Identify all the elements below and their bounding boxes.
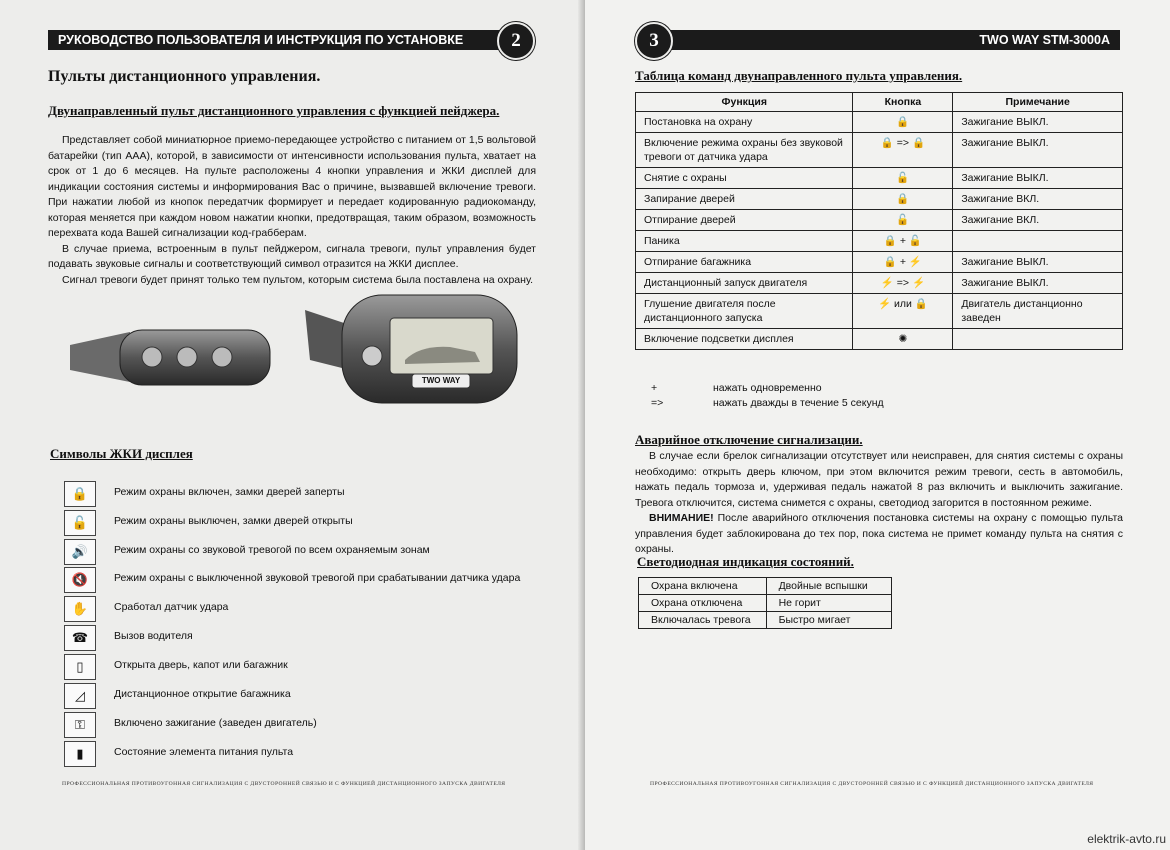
lock-open-icon: 🔓 <box>64 510 96 536</box>
table-row: Отпирание дверей 🔓 Зажигание ВКЛ. <box>636 210 1123 231</box>
button-combo-icon: 🔓 <box>853 168 953 189</box>
left-header: РУКОВОДСТВО ПОЛЬЗОВАТЕЛЯ И ИНСТРУКЦИЯ ПО УСТАНОВКЕ <box>48 30 508 50</box>
led-title: Светодиодная индикация состояний. <box>637 554 854 569</box>
paragraph: ВНИМАНИЕ! После аварийного отключения постановка системы на охрану с помощью пульта управления будет заблокирована до тех пор, пока система не примет команду пульта на снятия с охраны. <box>635 512 1123 555</box>
table-row: Охрана включена Двойные вспышки <box>639 578 892 595</box>
right-header: TWO WAY STM-3000A <box>660 30 1120 50</box>
page-number-right: 3 <box>635 22 673 60</box>
intro-text <box>48 133 536 288</box>
table-row: Включение подсветки дисплея ✺ <box>636 329 1123 350</box>
watermark: elektrik-avto.ru <box>1087 832 1166 846</box>
fob-logo: TWO WAY <box>421 376 461 385</box>
table-row: Охрана отключена Не горит <box>639 595 892 612</box>
left-page: РУКОВОДСТВО ПОЛЬЗОВАТЕЛЯ И ИНСТРУКЦИЯ ПО УСТАНОВКЕ 2 Пульты дистанционного управления. Двунаправленный пульт дистанционного управления с функцией пейджера. Представляет собой миниатюрное приемо-передающее устройство с питанием от 1,5 вольтовой батарейки (тип ААА), которой, в зависимости от интенсивности использования пульта, хватает на срок от 1 до 6 месяцев. На пульте расположены 4 кнопки управления и ЖКИ дисплей для индикации состояния системы и информирования Вас о причине, вызвавшей включение тревоги. При нажатии любой из кнопок передатчик формирует и передает кодированную радиокоманду, которая меняется при каждом новом нажатии кнопки, предотвращая, таким образом, возможность перехвата кода Вашей сигнализации код-грабберам. В случае приема, встроенным в пульт пейджером, сигнала тревоги, пульт управления будет подавать звуковые сигналы и соответствующий символ отразится на ЖКИ дисплее. Сигнал тревоги будет принят только тем пультом, которым система была поставлена на охрану. TWO WAY Символы ЖКИ дисплея 🔒 Режим охраны включен, замки дверей заперты 🔓 Режим охраны выключен, замки дверей открыты 🔊 Режим охраны со звуковой тревогой по всем охраняемым зонам 🔇 Режим охраны с выключенной звуковой тревогой при срабатывании датчика удара ✋ Сработал датчик удара ☎ Вызов водителя ▯ Открыта дверь, капот или багажник ◿ Дистанционное открытие багажника ⚿ Включено зажигание (заведен двигатель) ▮ Состояние элемента питания пульта ПРОФЕССИОНАЛЬНАЯ ПРОТИВОУГОННАЯ СИГНАЛИЗАЦИЯ С ДВУСТОРОННЕЙ СВЯЗЬЮ И С ФУНКЦИЕЙ ДИСТАНЦИОННОГО ЗАПУСКА ДВИГАТЕЛЯ <box>0 0 585 850</box>
button-combo-icon: ⚡ или 🔒 <box>853 294 953 329</box>
warning-label: ВНИМАНИЕ! <box>649 512 714 524</box>
table-row: Дистанционный запуск двигателя ⚡ => ⚡ Зажигание ВЫКЛ. <box>636 273 1123 294</box>
page-footer: ПРОФЕССИОНАЛЬНАЯ ПРОТИВОУГОННАЯ СИГНАЛИЗАЦИЯ С ДВУСТОРОННЕЙ СВЯЗЬЮ И С ФУНКЦИЕЙ ДИСТАНЦИОННОГО ЗАПУСКА ДВИГАТЕЛЯ <box>650 781 1094 787</box>
button-combo-icon: 🔒 <box>853 189 953 210</box>
lcd-symbols-title: Символы ЖКИ дисплея <box>50 446 193 461</box>
button-combo-icon: ✺ <box>853 329 953 350</box>
command-table <box>635 92 1123 350</box>
led-table <box>638 577 892 629</box>
door-open-icon: ▯ <box>64 654 96 680</box>
button-combo-icon: 🔒 + ⚡ <box>853 252 953 273</box>
emergency-text <box>635 449 1123 558</box>
emergency-title: Аварийное отключение сигнализации. <box>635 432 863 447</box>
driver-call-icon: ☎ <box>64 625 96 651</box>
button-combo-icon: 🔓 <box>853 210 953 231</box>
ignition-icon: ⚿ <box>64 712 96 738</box>
paragraph: В случае приема, встроенным в пульт пейджером, сигнала тревоги, пульт управления будет подавать звуковые сигналы и соответствующий символ отразится на ЖКИ дисплее. <box>48 242 536 270</box>
paragraph: В случае если брелок сигнализации отсутствует или неисправен, для снятия системы с охраны необходимо: открыть дверь ключом, при этом включится режим тревоги, сесть в автомобиль, нажать педаль тормоза и, удерживая педаль нажатой 8 раз включить и выключить зажигание. Тревога отключится, система снимется с охраны, светодиод загорится в постоянном режиме. <box>635 450 1123 509</box>
button-combo-icon: ⚡ => ⚡ <box>853 273 953 294</box>
page-title: Пульты дистанционного управления. <box>48 68 321 85</box>
paragraph: Представляет собой миниатюрное приемо-передающее устройство с питанием от 1,5 вольтовой батарейки (тип ААА), которой, в зависимости от интенсивности использования пульта, хватает на срок от 1 до 6 месяцев. На пульте расположены 4 кнопки управления и ЖКИ дисплей для индикации состояния системы и информирования Вас о причине, вызвавшей включение тревоги. При нажатии любой из кнопок передатчик формирует и передает кодированную радиокоманду, которая меняется при каждом новом нажатии кнопки, предотвращая, таким образом, возможность перехвата кода Вашей сигнализации код-грабберам. <box>48 134 536 239</box>
button-combo-icon: 🔒 <box>853 112 953 133</box>
table-row: Снятие с охраны 🔓 Зажигание ВЫКЛ. <box>636 168 1123 189</box>
table-row: Отпирание багажника 🔒 + ⚡ Зажигание ВЫКЛ. <box>636 252 1123 273</box>
section-subtitle: Двунаправленный пульт дистанционного управления с функцией пейджера. <box>48 103 500 118</box>
trunk-open-icon: ◿ <box>64 683 96 709</box>
table-header-row <box>636 93 1123 112</box>
side-fob <box>70 330 270 385</box>
button-combo-icon: 🔒 + 🔓 <box>853 231 953 252</box>
table-row: Глушение двигателя после дистанционного запуска ⚡ или 🔒 Двигатель дистанционно заведен <box>636 294 1123 329</box>
speaker-muted-icon: 🔇 <box>64 567 96 593</box>
table-row: Постановка на охрану 🔒 Зажигание ВЫКЛ. <box>636 112 1123 133</box>
lock-closed-icon: 🔒 <box>64 481 96 507</box>
table-row: Запирание дверей 🔒 Зажигание ВКЛ. <box>636 189 1123 210</box>
shock-sensor-icon: ✋ <box>64 596 96 622</box>
speaker-icon: 🔊 <box>64 539 96 565</box>
command-table-title: Таблица команд двунаправленного пульта управления. <box>635 68 963 83</box>
table-row: Паника 🔒 + 🔓 <box>636 231 1123 252</box>
remote-fobs-image <box>60 290 540 415</box>
battery-icon: ▮ <box>64 741 96 767</box>
right-page: TWO WAY STM-3000A 3 Таблица команд двунаправленного пульта управления. Функция Кнопка Примечание Постановка на охрану 🔒 Зажигание ВЫКЛ. Включение режима охраны без звуковой тревоги от датчика удара 🔒 => 🔒 Зажигание ВЫКЛ. Снятие с охраны 🔓 Зажигание ВЫКЛ. Запирание дверей 🔒 Зажигание ВКЛ. Отпирание дверей 🔓 Зажигание ВКЛ. Паника 🔒 + 🔓 Отпирание багажника 🔒 + ⚡ Зажигание ВЫКЛ. Дистанционный запуск двигателя ⚡ => ⚡ Зажигание ВЫКЛ. Глушение двигателя после дистанционного запуска ⚡ или 🔒 Двигатель дистанционно заведен Включение подсветки дисплея ✺ + нажать одновременно => нажать дважды в течение 5 секунд Аварийное отключение сигнализации. В случае если брелок сигнализации отсутствует или неисправен, для снятия системы с охраны необходимо: открыть дверь ключом, при этом включится режим тревоги, сесть в автомобиль, нажать педаль тормоза и, удерживая педаль нажатой 8 раз включить и выключить зажигание. Тревога отключится, система снимется с охраны, светодиод загорится в постоянном режиме. ВНИМАНИЕ! После аварийного отключения постановка системы на охрану с помощью пульта управления будет заблокирована до тех пор, пока система не примет команду пульта на снятия с охраны. Светодиодная индикация состояний. Охрана включена Двойные вспышки Охрана отключена Не горит Включалась тревога Быстро мигает ПРОФЕССИОНАЛЬНАЯ ПРОТИВОУГОННАЯ СИГНАЛИЗАЦИЯ С ДВУСТОРОННЕЙ СВЯЗЬЮ И С ФУНКЦИЕЙ ДИСТАНЦИОННОГО ЗАПУСКА ДВИГАТЕЛЯ elektrik-avto.ru <box>585 0 1170 850</box>
paragraph: Сигнал тревоги будет принят только тем пультом, которым система была поставлена на охрану. <box>62 273 534 286</box>
button-combo-icon: 🔒 => 🔒 <box>853 133 953 168</box>
front-fob <box>305 295 517 403</box>
column-header: Функция <box>636 93 853 112</box>
column-header: Кнопка <box>853 93 953 112</box>
table-row: Включалась тревога Быстро мигает <box>639 612 892 629</box>
column-header: Примечание <box>953 93 1123 112</box>
table-row: Включение режима охраны без звуковой тревоги от датчика удара 🔒 => 🔒 Зажигание ВЫКЛ. <box>636 133 1123 168</box>
page-number-left: 2 <box>497 22 535 60</box>
page-footer: ПРОФЕССИОНАЛЬНАЯ ПРОТИВОУГОННАЯ СИГНАЛИЗАЦИЯ С ДВУСТОРОННЕЙ СВЯЗЬЮ И С ФУНКЦИЕЙ ДИСТАНЦИОННОГО ЗАПУСКА ДВИГАТЕЛЯ <box>62 781 506 787</box>
